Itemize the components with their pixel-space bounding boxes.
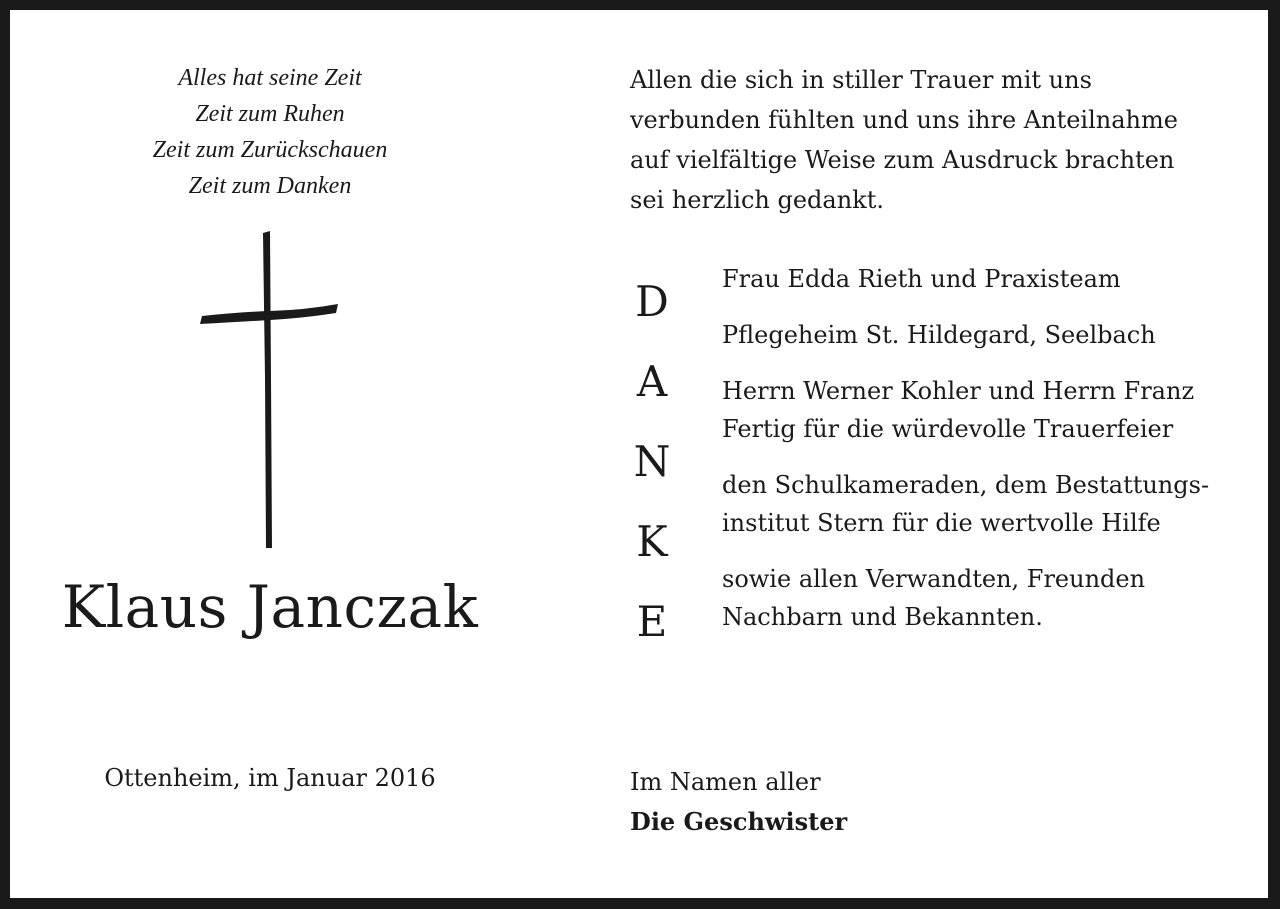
place-date: Ottenheim, im Januar 2016	[104, 764, 436, 792]
danke-letter: E	[636, 597, 668, 646]
thanks-item	[722, 316, 1242, 354]
thanks-line: den Schulkameraden, dem Bestattungs-	[722, 471, 1210, 499]
thanks-item	[722, 372, 1242, 448]
danke-letter: D	[635, 277, 669, 326]
danke-letter: N	[633, 437, 671, 486]
thanks-line: sowie allen Verwandten, Freunden	[722, 565, 1146, 593]
thanks-list	[722, 260, 1242, 654]
deceased-name: Klaus Janczak	[61, 573, 479, 641]
intro-line: auf vielfältige Weise zum Ausdruck brachten	[630, 146, 1175, 174]
obituary-card	[10, 10, 1268, 898]
closing-line: Im Namen aller	[630, 768, 821, 796]
thanks-item	[722, 466, 1242, 542]
thanks-line: institut Stern für die wertvolle Hilfe	[722, 509, 1161, 537]
intro-line: Allen die sich in stiller Trauer mit uns	[630, 66, 1092, 94]
thanks-line: Pflegeheim St. Hildegard, Seelbach	[722, 321, 1156, 349]
danke-letter: A	[636, 357, 668, 406]
motto-line: Zeit zum Zurückschauen	[152, 137, 388, 163]
motto-line: Alles hat seine Zeit	[178, 65, 362, 91]
thanks-line: Fertig für die würdevolle Trauerfeier	[722, 415, 1174, 443]
thanks-line: Herrn Werner Kohler und Herrn Franz	[722, 377, 1195, 405]
thanks-line: Frau Edda Rieth und Praxisteam	[722, 265, 1121, 293]
intro-line: verbunden fühlten und uns ihre Anteilnahme	[630, 106, 1178, 134]
thanks-line: Nachbarn und Bekannten.	[722, 603, 1043, 631]
danke-letters	[630, 262, 674, 662]
closing	[630, 762, 1150, 842]
motto-line: Zeit zum Ruhen	[195, 101, 345, 127]
thanks-item	[722, 560, 1242, 636]
motto-line: Zeit zum Danken	[188, 173, 352, 199]
left-column	[10, 10, 530, 898]
right-column	[630, 10, 1250, 898]
signature: Die Geschwister	[630, 807, 848, 836]
intro-text	[630, 60, 1230, 220]
intro-line: sei herzlich gedankt.	[630, 186, 884, 214]
cross-icon	[200, 228, 340, 548]
thanks-item	[722, 260, 1242, 298]
motto	[10, 60, 530, 204]
danke-letter: K	[636, 517, 668, 566]
